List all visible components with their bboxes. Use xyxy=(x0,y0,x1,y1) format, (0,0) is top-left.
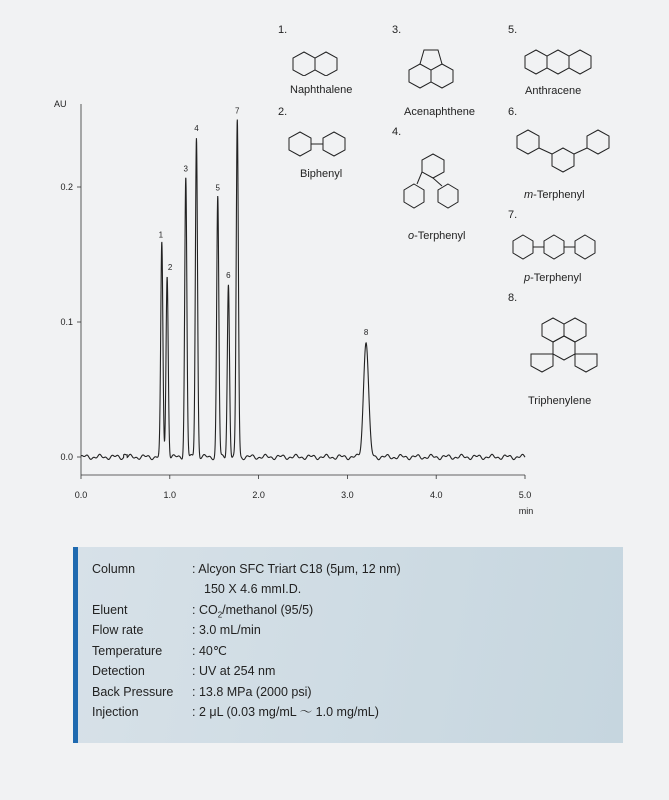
peak-label: 7 xyxy=(235,106,240,116)
compound-number: 4. xyxy=(392,126,402,138)
compound-name: Triphenylene xyxy=(528,395,592,407)
condition-value: : UV at 254 nm xyxy=(192,664,276,678)
compound-name-prefix: m xyxy=(524,189,534,201)
peak-label: 4 xyxy=(194,124,199,134)
peak-label: 2 xyxy=(167,263,173,273)
x-tick-label: 2.0 xyxy=(252,490,265,500)
compound-4 xyxy=(392,126,492,246)
p-terphenyl-structure-icon xyxy=(510,231,618,261)
compound-number: 8. xyxy=(508,292,518,304)
compound-number: 3. xyxy=(392,24,402,36)
condition-value: : 40℃ xyxy=(192,644,227,658)
compound-name-suffix: -Terphenyl xyxy=(530,272,582,284)
compound-name: Naphthalene xyxy=(290,84,353,96)
y-axis-label: AU xyxy=(54,99,67,109)
conditions-panel xyxy=(73,547,623,743)
compound-name-prefix: o xyxy=(408,230,415,242)
condition-label: Flow rate xyxy=(92,623,144,637)
anthracene-structure-icon xyxy=(522,46,594,76)
compound-number: 5. xyxy=(508,24,518,36)
condition-label: Column xyxy=(92,562,136,576)
x-tick-label: 0.0 xyxy=(74,490,88,500)
compound-name-prefix: p xyxy=(524,272,531,284)
eluent-subscript: 2 xyxy=(217,610,223,620)
compound-8 xyxy=(508,292,618,412)
triphenylene-structure-icon xyxy=(528,316,600,386)
condition-label: Back Pressure xyxy=(92,685,174,699)
peak-label: 1 xyxy=(158,230,164,240)
compound-name xyxy=(408,230,465,242)
condition-label: Injection xyxy=(92,705,139,719)
peak-label: 5 xyxy=(215,183,220,193)
y-tick-label: 0.0 xyxy=(60,452,73,462)
compound-number: 6. xyxy=(508,106,518,118)
condition-value: : 3.0 mL/min xyxy=(192,623,261,637)
x-axis-label: min xyxy=(518,506,534,516)
compound-6 xyxy=(508,106,618,206)
compound-1 xyxy=(278,24,378,104)
condition-value: : 2 μL (0.03 mg/mL ～ 1.0 mg/mL) xyxy=(192,705,379,719)
compound-name: Acenaphthene xyxy=(404,106,475,118)
condition-label: Detection xyxy=(92,664,145,678)
compound-name: Biphenyl xyxy=(300,168,343,180)
compound-number: 1. xyxy=(278,24,288,36)
compound-name-suffix: -Terphenyl xyxy=(533,189,585,201)
y-tick-label: 0.2 xyxy=(60,182,73,192)
compound-name: Anthracene xyxy=(525,85,582,97)
o-terphenyl-structure-icon xyxy=(400,148,470,216)
acenaphthene-structure-icon xyxy=(406,38,456,98)
compound-2 xyxy=(278,106,378,186)
naphthalene-structure-icon xyxy=(290,46,340,76)
compound-7 xyxy=(508,209,618,289)
compound-name xyxy=(524,272,581,284)
m-terphenyl-structure-icon xyxy=(512,124,616,180)
x-tick-label: 4.0 xyxy=(429,490,443,500)
compound-name xyxy=(524,189,585,201)
condition-label: Eluent xyxy=(92,603,128,617)
compound-3 xyxy=(392,24,492,124)
x-tick-label: 3.0 xyxy=(341,490,354,500)
compound-5 xyxy=(508,24,618,104)
eluent-suffix: /methanol (95/5) xyxy=(222,603,314,617)
condition-value: 150 X 4.6 mmI.D. xyxy=(204,582,302,596)
compound-number: 7. xyxy=(508,209,518,221)
peak-label: 8 xyxy=(363,327,369,337)
biphenyl-structure-icon xyxy=(286,128,356,158)
condition-label: Temperature xyxy=(92,644,163,658)
compound-name-suffix: -Terphenyl xyxy=(414,230,466,242)
x-tick-label: 5.0 xyxy=(518,490,532,500)
x-tick-label: 1.0 xyxy=(163,490,177,500)
eluent-prefix: : CO xyxy=(192,603,218,617)
condition-value: : 13.8 MPa (2000 psi) xyxy=(192,685,312,699)
peak-label: 3 xyxy=(183,164,189,174)
peak-label: 6 xyxy=(226,271,231,281)
y-tick-label: 0.1 xyxy=(60,317,73,327)
condition-value: : Alcyon SFC Triart C18 (5μm, 12 nm) xyxy=(192,562,401,576)
compound-number: 2. xyxy=(278,106,288,118)
